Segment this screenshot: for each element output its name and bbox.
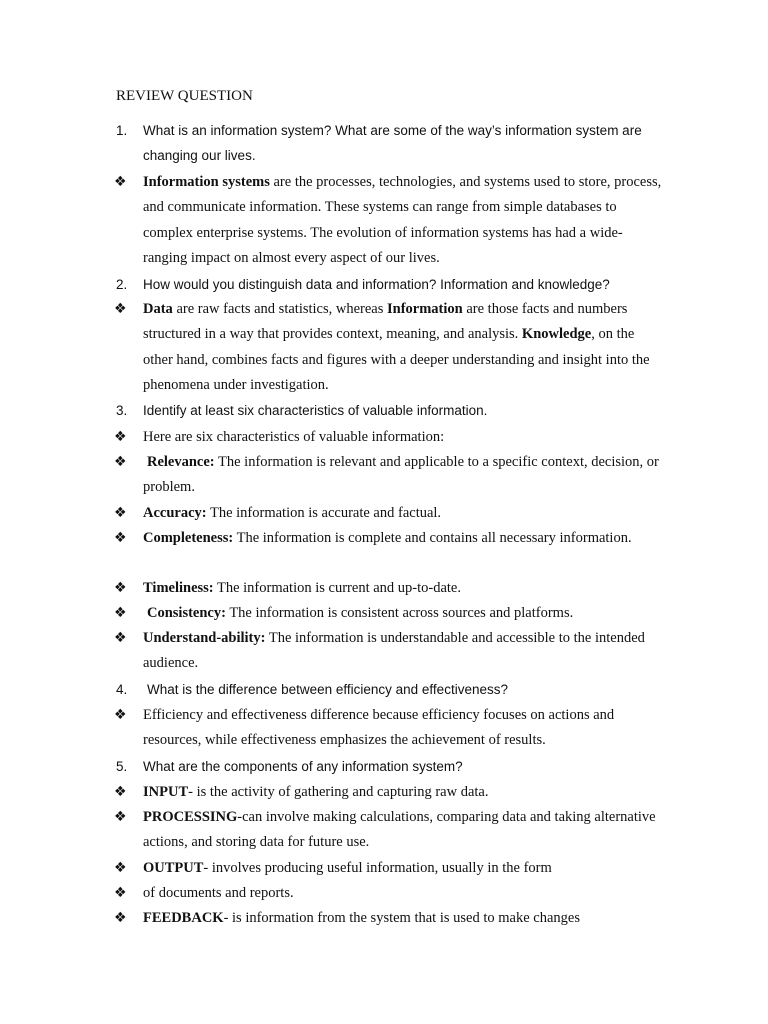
- answer-body: The information is current and up-to-date.: [213, 580, 461, 596]
- answer-text: [143, 501, 663, 526]
- answer-text: [143, 170, 663, 272]
- question-text: How would you distinguish data and information? Information and knowledge?: [143, 277, 610, 292]
- diamond-bullet-icon: ❖: [114, 454, 127, 470]
- diamond-bullet-icon: ❖: [114, 429, 127, 445]
- question-number: 3.: [116, 403, 128, 418]
- question-number: 5.: [116, 759, 128, 774]
- answer-body: are the processes, technologies, and systems used to store, process, and communicate information. These systems can range from simple databases to complex enterprise systems. The evolution of information systems has had a wide-ranging impact on almost every aspect of our lives.: [143, 174, 662, 267]
- diamond-bullet-icon: ❖: [114, 505, 127, 521]
- answer-text: [143, 526, 663, 551]
- answer-text: Efficiency and effectiveness difference because efficiency focuses on actions and resources, while effectiveness emphasizes the achievement of results.: [143, 707, 615, 749]
- answer-term: PROCESSING: [143, 809, 238, 825]
- question-number: 4.: [116, 682, 128, 697]
- diamond-bullet-icon: ❖: [114, 784, 127, 800]
- answer-term: FEEDBACK: [143, 910, 224, 926]
- diamond-bullet-icon: ❖: [114, 580, 127, 596]
- answer-term: Data: [143, 301, 173, 317]
- answer-term: OUTPUT: [143, 860, 204, 876]
- answer-body: are raw facts and statistics, whereas: [172, 301, 387, 317]
- question-text: Identify at least six characteristics of valuable information.: [143, 403, 488, 418]
- answer-text: [143, 450, 663, 501]
- answer-term: Understand-ability:: [143, 630, 266, 646]
- diamond-bullet-icon: ❖: [114, 174, 127, 190]
- answer-text: of documents and reports.: [143, 885, 294, 901]
- question-text: What are the components of any information system?: [143, 759, 463, 774]
- answer-term: Relevance:: [147, 454, 215, 470]
- diamond-bullet-icon: ❖: [114, 809, 127, 825]
- diamond-bullet-icon: ❖: [114, 707, 127, 723]
- answer-term: INPUT: [143, 784, 189, 800]
- answer-term: Information systems: [143, 174, 270, 190]
- diamond-bullet-icon: ❖: [114, 860, 127, 876]
- diamond-bullet-icon: ❖: [114, 910, 127, 926]
- answer-text: [143, 805, 663, 856]
- question-text: What is an information system? What are some of the way’s information system are changing our lives.: [143, 123, 642, 164]
- answer-text: [143, 780, 663, 805]
- answer-body: The information is understandable and accessible to the intended audience.: [143, 630, 645, 672]
- answer-term: Completeness:: [143, 530, 234, 546]
- question-text: What is the difference between efficiency and effectiveness?: [147, 682, 508, 697]
- diamond-bullet-icon: ❖: [114, 530, 127, 546]
- diamond-bullet-icon: ❖: [114, 630, 127, 646]
- answer-text: [143, 856, 663, 881]
- diamond-bullet-icon: ❖: [114, 301, 127, 317]
- answer-term: Accuracy:: [143, 505, 207, 521]
- answer-body: - is the activity of gathering and capturing raw data.: [188, 784, 489, 800]
- diamond-bullet-icon: ❖: [114, 885, 127, 901]
- answer-text: Here are six characteristics of valuable information:: [143, 429, 445, 445]
- page-title: REVIEW QUESTION: [116, 88, 253, 104]
- answer-term-2: Information: [387, 301, 463, 317]
- answer-term: Timeliness:: [143, 580, 214, 596]
- answer-body: -can involve making calculations, comparing data and taking alternative actions, and storing data for future use.: [143, 809, 656, 851]
- answer-body: The information is relevant and applicable to a specific context, decision, or problem.: [143, 454, 659, 496]
- answer-term-3: Knowledge: [521, 326, 592, 343]
- answer-text: [143, 576, 663, 601]
- answer-body-2: are those facts and numbers structured in a way that provides context, meaning, and analysis.: [143, 301, 628, 343]
- answer-body: - involves producing useful information, usually in the form: [203, 860, 552, 876]
- answer-term: Consistency:: [147, 605, 226, 621]
- answer-body: The information is complete and contains all necessary information.: [233, 530, 632, 546]
- answer-text: [143, 626, 663, 677]
- answer-body: - is information from the system that is used to make changes: [223, 910, 580, 926]
- question-number: 1.: [116, 123, 128, 138]
- answer-body-3: , on the other hand, combines facts and figures with a deeper understanding and insight into the phenomena under investigation.: [143, 326, 650, 394]
- answer-text: [143, 297, 663, 399]
- answer-text: [143, 906, 663, 931]
- question-number: 2.: [116, 277, 128, 292]
- answer-body: The information is accurate and factual.: [206, 505, 442, 521]
- answer-body: The information is consistent across sources and platforms.: [225, 605, 574, 621]
- diamond-bullet-icon: ❖: [114, 605, 127, 621]
- answer-text: [143, 601, 663, 626]
